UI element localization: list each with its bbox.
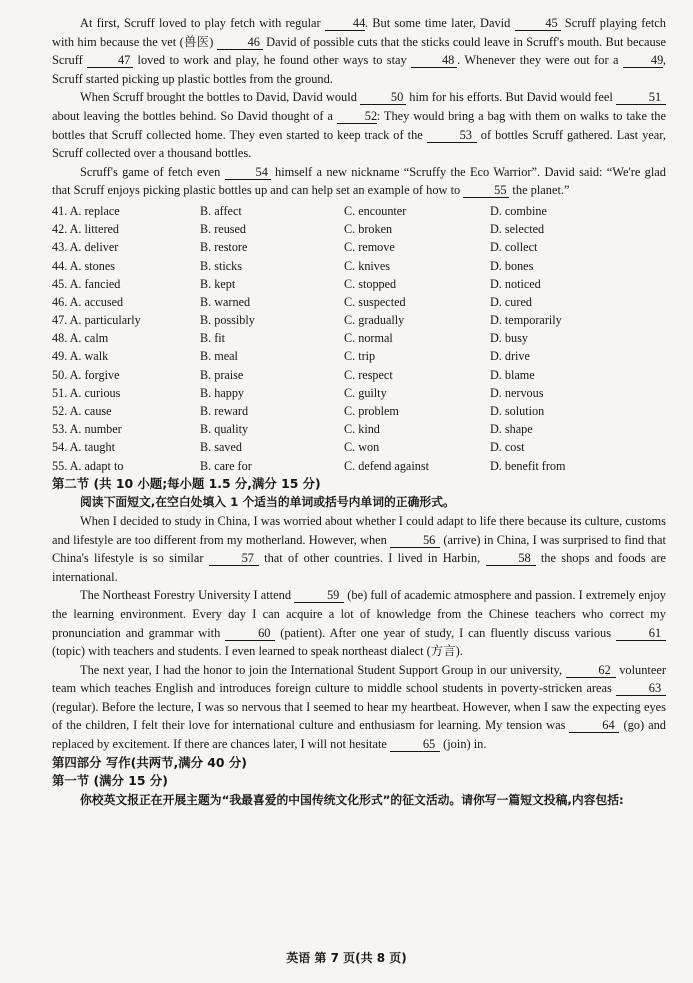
text-segment: him for his efforts. But David would feel <box>406 90 616 105</box>
text-segment: The Northeast Forestry University I attend <box>80 588 295 603</box>
option-a: 52. A. cause <box>52 404 112 418</box>
option-d: D. solution <box>490 404 545 418</box>
options-list <box>52 202 666 475</box>
blank-48: 48 <box>411 53 457 68</box>
text-segment: that of other countries. I lived in Harbin, <box>258 551 486 566</box>
option-row <box>52 275 666 293</box>
option-a: 53. A. number <box>52 422 122 437</box>
blank-63: 63 <box>616 681 666 696</box>
blank-61: 61 <box>616 626 666 641</box>
text-segment: Scruff's game of fetch even <box>80 164 225 179</box>
blank-50: 50 <box>360 90 406 105</box>
option-b: B. praise <box>200 367 244 382</box>
blank-47: 47 <box>87 53 133 68</box>
text-segment: (arrive) in China, I was surprised to find that China's lifestyle is so similar <box>52 532 666 566</box>
option-b: B. care for <box>200 458 252 473</box>
text-segment: (join) in. <box>440 737 487 752</box>
blank-65: 65 <box>390 737 440 752</box>
option-c: C. encounter <box>344 203 407 218</box>
option-d: D. cured <box>490 294 532 309</box>
option-row <box>52 457 666 475</box>
blank-56: 56 <box>390 533 440 548</box>
blank-57: 57 <box>209 551 259 566</box>
option-row <box>52 438 666 456</box>
option-a: 41. A. replace <box>52 203 120 218</box>
option-d: D. cost <box>490 440 525 455</box>
page-content <box>52 14 666 809</box>
option-d: D. shape <box>490 422 533 437</box>
option-row <box>52 220 666 238</box>
option-a: 48. A. calm <box>52 331 109 346</box>
option-row <box>52 293 666 311</box>
option-row <box>52 202 666 220</box>
text-segment: about leaving the bottles behind. So David thought of a <box>52 108 337 123</box>
text-segment: the planet.” <box>509 183 570 198</box>
option-c: C. suspected <box>344 294 406 309</box>
blank-45: 45 <box>515 16 561 31</box>
option-d: D. drive <box>490 349 530 364</box>
text-segment: (regular). Before the lecture, I was so nervous that I seemed to hear my heartbeat. However, when I saw the expecting eyes of the children, I felt their love for international culture and enthusiasm for learning. My tension was <box>52 699 666 733</box>
text-segment: (patient). After one year of study, I can fluently discuss various <box>275 625 616 640</box>
section2-heading: 第二节 (共 10 小题;每小题 1.5 分,满分 15 分) <box>52 475 321 491</box>
option-d: D. temporarily <box>490 313 562 328</box>
option-b: B. restore <box>200 240 248 255</box>
option-a: 43. A. deliver <box>52 240 119 255</box>
blank-52: 52 <box>337 109 377 124</box>
option-a: 50. A. forgive <box>52 367 120 382</box>
option-a: 51. A. curious <box>52 385 121 400</box>
text-segment: When Scruff brought the bottles to David, David would <box>80 90 361 105</box>
blank-44: 44 <box>325 16 365 31</box>
text-segment: David of possible cuts that the sticks could leave in Scruff's mouth. But because Scruff <box>52 34 666 68</box>
option-b: B. possibly <box>200 313 255 328</box>
cloze-paragraph-1 <box>52 14 666 88</box>
option-b: B. fit <box>200 331 226 346</box>
text-segment: . But some time later, David <box>364 16 515 30</box>
blank-51: 51 <box>616 90 666 105</box>
option-b: B. meal <box>200 349 238 364</box>
grammar-paragraph-1 <box>52 512 666 586</box>
text-segment: (be) full of academic atmosphere and passion. I extremely enjoy the learning environment. Every day I can acquire a lot of knowledge from the Chinese teachers who correct my pronunciation and grammar with <box>52 588 666 640</box>
option-c: C. gradually <box>344 313 405 328</box>
option-b: B. warned <box>200 294 251 309</box>
option-d: D. noticed <box>490 276 541 291</box>
cloze-paragraph-2 <box>52 88 666 162</box>
option-a: 45. A. fancied <box>52 276 121 291</box>
option-d: D. selected <box>490 222 545 237</box>
blank-60: 60 <box>225 626 275 641</box>
text-segment: of bottles Scruff gathered. Last year, Scruff collected over a thousand bottles. <box>52 127 666 161</box>
option-c: C. problem <box>344 404 399 418</box>
option-c: C. normal <box>344 331 393 346</box>
text-segment: At first, Scruff loved to play fetch with regular <box>80 16 325 30</box>
option-d: D. blame <box>490 367 535 382</box>
option-c: C. defend against <box>344 458 429 473</box>
option-c: C. remove <box>344 240 395 255</box>
option-row <box>52 347 666 365</box>
blank-64: 64 <box>569 718 619 733</box>
option-b: B. reward <box>200 404 249 418</box>
option-row <box>52 402 666 420</box>
text-segment: , Scruff started picking up plastic bottles from the ground. <box>52 53 666 86</box>
text-segment: When I decided to study in China, I was worried about whether I could adapt to life there because its culture, customs and lifestyle are too different from my motherland. However, when <box>52 513 666 547</box>
option-row <box>52 420 666 438</box>
option-d: D. combine <box>490 203 547 218</box>
text-segment: : They would bring a bag with them on walks to take the bottles that Scruff collected home. They even started to keep track of the <box>52 108 666 142</box>
text-segment: volunteer team which teaches English and introduces foreign culture to middle school students in poverty-stricken areas <box>52 662 667 696</box>
option-row <box>52 257 666 275</box>
option-d: D. benefit from <box>490 458 566 473</box>
text-segment: (topic) with teachers and students. I even learned to speak northeast dialect (方言). <box>52 644 463 659</box>
option-row <box>52 366 666 384</box>
blank-53: 53 <box>427 128 477 143</box>
option-b: B. quality <box>200 422 249 437</box>
part4-subheading: 第一节 (满分 15 分) <box>52 773 168 789</box>
blank-49: 49 <box>623 53 663 68</box>
option-a: 54. A. taught <box>52 440 115 455</box>
option-d: D. busy <box>490 331 528 346</box>
option-c: C. trip <box>344 349 376 364</box>
grammar-paragraph-2 <box>52 586 666 660</box>
grammar-paragraph-3 <box>52 661 666 754</box>
option-row <box>52 311 666 329</box>
blank-58: 58 <box>486 551 536 566</box>
option-c: C. stopped <box>344 276 397 291</box>
option-row <box>52 384 666 402</box>
blank-46: 46 <box>217 35 263 50</box>
text-segment: The next year, I had the honor to join the International Student Support Group in our university, <box>80 662 566 677</box>
option-b: B. kept <box>200 276 236 291</box>
option-a: 49. A. walk <box>52 349 109 364</box>
blank-62: 62 <box>566 663 616 678</box>
option-c: C. guilty <box>344 385 387 400</box>
option-a: 42. A. littered <box>52 222 120 237</box>
text-segment: the shops and foods are international. <box>52 551 666 584</box>
text-segment: loved to work and play, he found other ways to stay <box>133 53 412 68</box>
blank-59: 59 <box>294 588 344 603</box>
option-a: 55. A. adapt to <box>52 458 124 473</box>
option-c: C. respect <box>344 367 393 382</box>
option-c: C. kind <box>344 422 380 437</box>
section2-instruction: 阅读下面短文,在空白处填入 1 个适当的单词或括号内单词的正确形式。 <box>80 495 455 510</box>
option-d: D. nervous <box>490 385 544 400</box>
option-d: D. collect <box>490 240 538 255</box>
text-segment: . Whenever they were out for a <box>457 53 623 68</box>
option-a: 47. A. particularly <box>52 313 141 328</box>
option-b: B. saved <box>200 440 242 455</box>
text-segment: (go) and replaced by excitement. If there are chances later, I will not hesitate <box>52 718 666 752</box>
blank-54: 54 <box>225 165 271 180</box>
option-c: C. broken <box>344 222 393 237</box>
option-row <box>52 238 666 256</box>
option-b: B. reused <box>200 222 247 237</box>
option-d: D. bones <box>490 258 534 273</box>
option-c: C. won <box>344 440 380 455</box>
page-footer: 英语 第 7 页(共 8 页) <box>286 951 407 965</box>
text-segment: himself a new nickname “Scruffy the Eco Warrior”. David said: “We're glad that Scruff enjoys picking plastic bottles up and can help set an example of how to <box>52 164 666 198</box>
option-a: 44. A. stones <box>52 258 115 273</box>
option-c: C. knives <box>344 258 391 273</box>
option-a: 46. A. accused <box>52 294 124 309</box>
part4-heading: 第四部分 写作(共两节,满分 40 分) <box>52 754 247 770</box>
option-b: B. sticks <box>200 258 242 273</box>
option-b: B. happy <box>200 385 245 400</box>
cloze-paragraph-3 <box>52 163 666 200</box>
option-row <box>52 329 666 347</box>
blank-55: 55 <box>463 183 509 198</box>
text-segment: Scruff playing fetch with him because the vet (兽医) <box>52 16 666 49</box>
part4-instruction: 你校英文报正在开展主题为“我最喜爱的中国传统文化形式”的征文活动。请你写一篇短文投稿,内容包括: <box>80 792 624 807</box>
option-b: B. affect <box>200 203 242 218</box>
